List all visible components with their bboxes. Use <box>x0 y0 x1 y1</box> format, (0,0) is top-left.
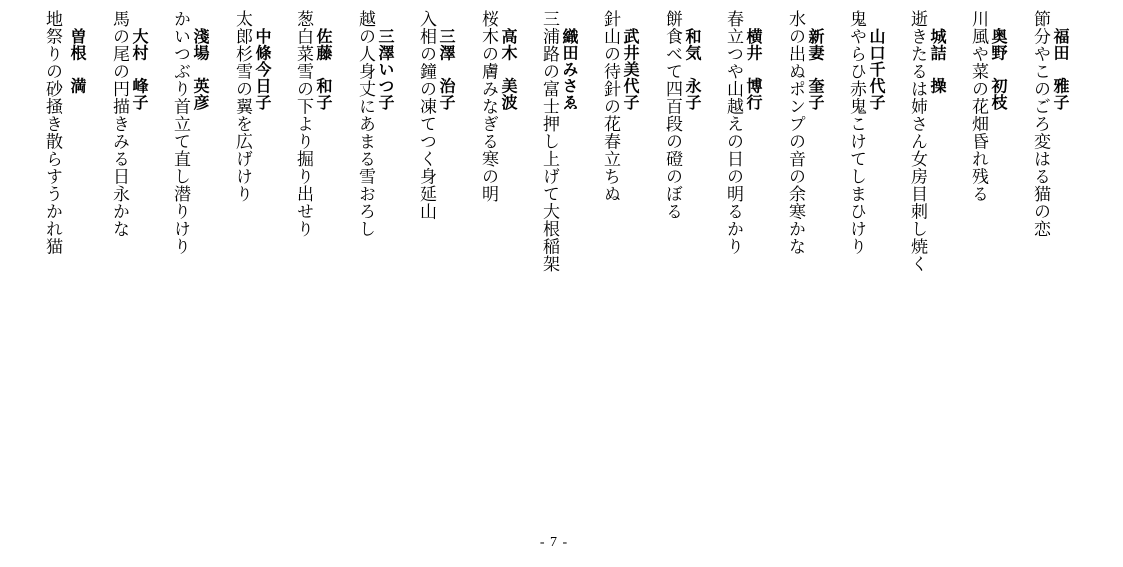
author-name: 山口千代子 <box>867 28 886 111</box>
haiku-text: 逝きたるは姉さん女房目刺し焼く <box>907 10 927 273</box>
author-name: 大村 峰子 <box>130 28 149 111</box>
haiku-text: 節分やこのごろ変はる猫の恋 <box>1030 10 1050 238</box>
haiku-text: 春立つや山越えの日の明るかり <box>723 10 743 255</box>
haiku-text: 三浦路の富士押し上げて大根稲架 <box>539 10 559 273</box>
haiku-text: 水の出ぬポンプの音の余寒かな <box>785 10 805 255</box>
author-name: 新妻 奎子 <box>806 28 825 111</box>
haiku-text: 葱白菜雪の下より掘り出せり <box>293 10 313 238</box>
haiku-text: 越の人身丈にあまる雪おろし <box>355 10 375 238</box>
author-name: 三澤 治子 <box>437 28 456 111</box>
author-name: 奥野 初枝 <box>989 28 1008 111</box>
haiku-text: 針山の待針の花春立ちぬ <box>600 10 620 203</box>
haiku-text: 鬼やらひ赤鬼こけてしまひけり <box>846 10 866 255</box>
author-name: 佐藤 和子 <box>314 28 333 111</box>
haiku-text: かいつぶり首立て直し潜りけり <box>170 10 190 255</box>
author-name: 高木 美波 <box>499 28 518 111</box>
author-name: 和気 永子 <box>683 28 702 111</box>
author-name: 城詰 操 <box>928 28 947 94</box>
haiku-text: 地祭りの砂掻き散らすうかれ猫 <box>42 10 62 255</box>
author-name: 横井 博行 <box>744 28 763 111</box>
author-name: 曽根 満 <box>68 28 87 94</box>
page-number: - 7 - <box>539 535 569 550</box>
haiku-text: 馬の尾の円描きみる日永かな <box>109 10 129 238</box>
haiku-text: 入相の鐘の凍てつく身延山 <box>416 10 436 220</box>
author-name: 中條今日子 <box>253 28 272 111</box>
haiku-text: 太郎杉雪の翼を広げけり <box>232 10 252 203</box>
author-name: 織田みさゑ <box>560 28 579 111</box>
author-name: 武井美代子 <box>621 28 640 111</box>
author-name: 三澤いつ子 <box>376 28 395 111</box>
haiku-text: 餅食べて四百段の磴のぼる <box>662 10 682 220</box>
author-name: 福田 雅子 <box>1051 28 1070 111</box>
haiku-text: 川風や菜の花畑昏れ残る <box>968 10 988 203</box>
author-name: 淺場 英彦 <box>191 28 210 111</box>
haiku-text: 桜木の膚みなぎる寒の明 <box>478 10 498 203</box>
